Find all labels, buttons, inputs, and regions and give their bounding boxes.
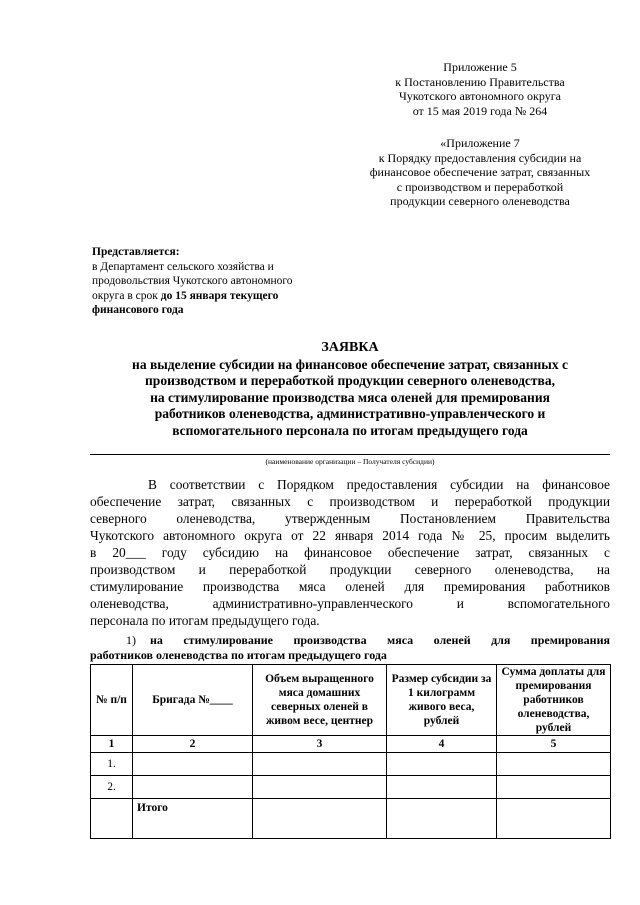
annex-line: от 15 мая 2019 года № 264 [412,103,548,118]
total-label: Итого [133,799,253,839]
row-index: 2. [91,776,133,799]
paragraph-line: в 20___ году субсидию на финансовое обеспечение затрат, связанных с [90,545,610,560]
column-number: 1 [91,736,133,753]
annex-line: Приложение 5 [443,60,517,74]
annex-7-header [350,136,610,209]
paragraph-line: персонала по итогам предыдущего года. [90,613,320,628]
header-cell-volume: Объем выращенного мяса домашних северных оленей в живом весе, центнер [253,665,387,736]
title-main: ЗАЯВКА [321,340,379,355]
paragraph-line: производством и переработкой продукции северного оленеводства, на [90,562,610,577]
table-cell[interactable] [253,776,387,799]
header-cell-number: № п/п [91,665,133,736]
table-header-row [91,665,611,736]
table-cell[interactable] [133,776,253,799]
annex-line: продукции северного оленеводства [390,194,570,208]
table-cell[interactable] [253,753,387,776]
paragraph-line: северного оленеводства, утвержденным Постановлением Правительства [90,511,610,526]
annex-line: к Порядку предоставления субсидии на [378,150,582,165]
submission-deadline: до 15 января текущего [160,289,279,302]
submission-line [92,289,342,304]
paragraph-line: Чукотского автономного округа от 22 января 2014 года № 25, просим выделить [90,528,610,543]
table-cell[interactable] [497,776,611,799]
table-cell[interactable] [497,753,611,776]
row-index: 1. [91,753,133,776]
column-number: 3 [253,736,387,753]
table-cell[interactable] [497,799,611,839]
organization-name-line[interactable] [90,454,610,455]
annex-line: к Постановлению Правительства [395,74,565,89]
title-line: работников оленеводства, административно-управленческого и [154,406,546,421]
subsection-number: 1) [126,633,136,647]
total-row [91,799,611,839]
submission-line: в Департамент сельского хозяйства и [92,260,274,273]
paragraph-line: В соответствии с Порядком предоставления субсидии на финансовое [148,477,610,492]
table-cell[interactable] [387,776,497,799]
table-cell[interactable] [387,799,497,839]
column-number: 2 [133,736,253,753]
annex-5-header [360,60,600,118]
column-number: 5 [497,736,611,753]
document-title [90,340,610,439]
table-cell [91,799,133,839]
title-line: вспомогательного персонала по итогам предыдущего года [172,422,528,438]
subsection-title-cont: работников оленеводства по итогам предыдущего года [90,647,387,662]
paragraph-line: оленеводства, административно-управленческого и вспомогательного [90,596,610,611]
column-number: 4 [387,736,497,753]
subsection-title: на стимулирование производства мяса оленей для премирования [150,633,610,647]
submission-text: округа в срок [92,289,161,302]
organization-caption: (наименование организации – Получателя субсидии) [265,457,435,466]
table-row [91,753,611,776]
submission-block [92,245,342,318]
table-row [91,776,611,799]
annex-line: с производством и переработкой [396,179,564,194]
title-line: на выделение субсидии на финансовое обеспечение затрат, связанных с [132,356,568,372]
subsection-1 [90,633,610,662]
title-line: на стимулирование производства мяса оленей для премирования [150,389,550,405]
column-number-row [91,736,611,753]
premium-table [90,664,611,839]
header-cell-sum: Сумма доплаты для премирования работников оленеводства, рублей [497,665,611,736]
annex-line: Чукотского автономного округа [399,89,561,103]
submission-heading: Представляется: [92,246,180,258]
header-cell-brigade: Бригада №____ [133,665,253,736]
table-cell[interactable] [387,753,497,776]
table-cell[interactable] [253,799,387,839]
title-line: производством и переработкой продукции северного оленеводства, [145,373,555,388]
submission-deadline-cont: финансового года [92,304,184,316]
annex-line: «Приложение 7 [440,136,520,150]
paragraph-line: стимулирование производства мяса оленей для премирования работников [90,579,610,594]
annex-line: финансовое обеспечение затрат, связанных [369,165,591,179]
table-cell[interactable] [133,753,253,776]
submission-line: продовольствия Чукотского автономного [92,275,293,287]
body-paragraph [90,476,610,629]
paragraph-line: обеспечение затрат, связанных с производством и переработкой продукции [90,494,610,509]
header-cell-rate: Размер субсидии за 1 килограмм живого веса, рублей [387,665,497,736]
